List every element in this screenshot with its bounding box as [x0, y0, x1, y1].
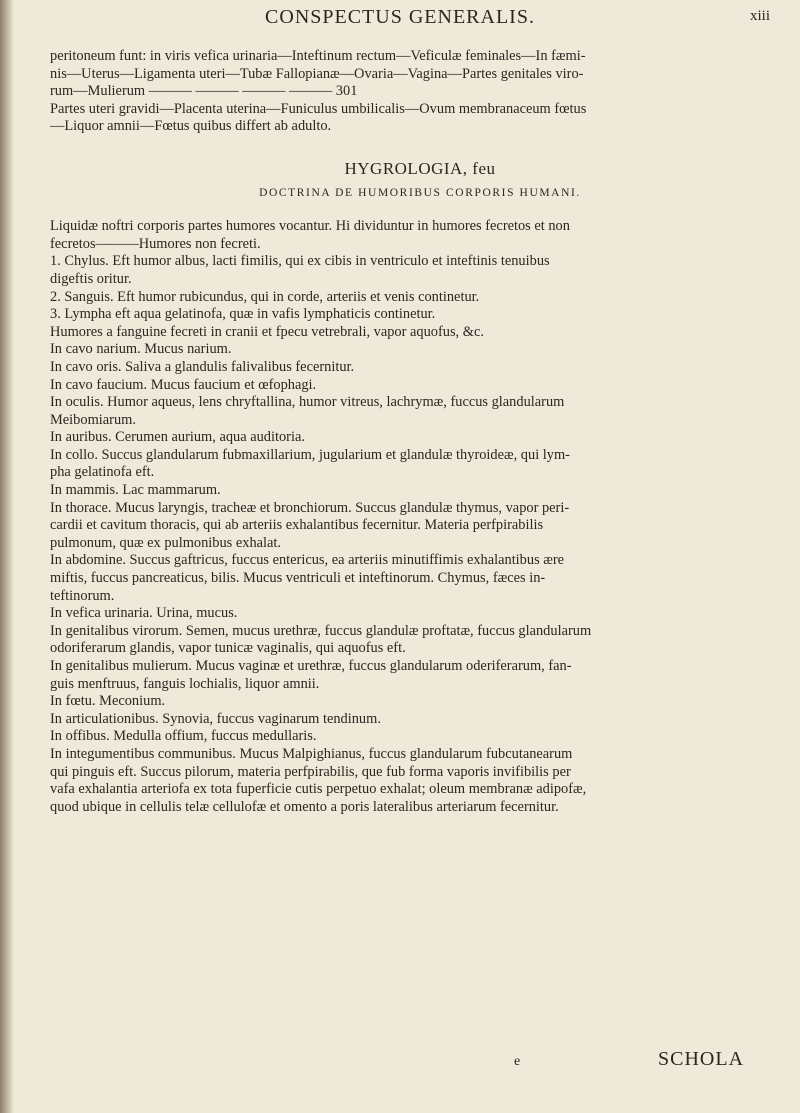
- body-line: In thorace. Mucus laryngis, tracheæ et bronchiorum. Succus glandulæ thymus, vapor peri-: [50, 499, 570, 516]
- page-content: [50, 48, 790, 816]
- body-line: quod ubique in cellulis telæ cellulofæ et omento a poris lateralibus arteriarum fecernitur.: [50, 798, 559, 815]
- body-line: In auribus. Cerumen aurium, aqua auditoria.: [50, 429, 305, 446]
- body-line: 2. Sanguis. Eft humor rubicundus, qui in corde, arteriis et venis continetur.: [50, 288, 480, 305]
- body-line: cardii et cavitum thoracis, qui ab arteriis exhalantibus fecernitur. Materia perfpirabilis: [50, 517, 544, 534]
- body-line: pulmonum, quæ ex pulmonibus exhalat.: [50, 534, 282, 551]
- body-line: In collo. Succus glandularum fubmaxillarium, jugularium et glandulæ thyroideæ, qui lym-: [50, 446, 570, 463]
- body-line: pha gelatinofa eft.: [50, 464, 155, 481]
- intro-line: Partes uteri gravidi—Placenta uterina—Funiculus umbilicalis—Ovum membranaceum fœtus: [50, 100, 587, 117]
- body-line: Liquidæ noftri corporis partes humores vocantur. Hi dividuntur in humores fecretos et non: [50, 218, 570, 235]
- body-line: miftis, fuccus pancreaticus, bilis. Mucus ventriculi et inteftinorum. Chymus, fæces in-: [50, 570, 546, 587]
- body-line: qui pinguis eft. Succus pilorum, materia perfpirabilis, que fub forma vaporis invifibilis per: [50, 763, 571, 780]
- body-line: In fœtu. Meconium.: [50, 693, 166, 710]
- body-line: In cavo oris. Saliva a glandulis falivalibus fecernitur.: [50, 358, 355, 375]
- body-line: In genitalibus virorum. Semen, mucus urethræ, fuccus glandulæ proftatæ, fuccus glandularum: [50, 622, 592, 639]
- body-line: In abdomine. Succus gaftricus, fuccus entericus, ea arteriis minutiffimis exhalantibus ære: [50, 552, 565, 569]
- intro-line: —Liquor amnii—Fœtus quibus differt ab adulto.: [50, 118, 332, 135]
- body-line: vafa exhalantia arteriofa ex tota fuperficie cutis perpetuo exhalat; oleum membranæ adipofæ,: [50, 781, 587, 798]
- body-line: teftinorum.: [50, 587, 115, 604]
- body-line: digeftis oritur.: [50, 270, 132, 287]
- body-line: In articulationibus. Synovia, fuccus vaginarum tendinum.: [50, 710, 381, 727]
- body-line: 1. Chylus. Eft humor albus, lacti fimilis, qui ex cibis in ventriculo et inteftinis tenuibus: [50, 253, 550, 270]
- body-line: In genitalibus mulierum. Mucus vaginæ et urethræ, fuccus glandularum oderiferarum, fan-: [50, 658, 572, 674]
- body-line: In cavo narium. Mucus narium.: [50, 341, 232, 358]
- catchword: SCHOLA: [658, 1048, 745, 1070]
- body-line: Humores a fanguine fecreti in cranii et fpecu vetrebrali, vapor aquofus, &c.: [50, 323, 484, 340]
- page-number: xiii: [749, 8, 770, 24]
- body-line: In vefica urinaria. Urina, mucus.: [50, 605, 238, 622]
- body-line: In mammis. Lac mammarum.: [50, 482, 221, 499]
- running-head: [0, 2, 800, 32]
- body-line: fecretos———Humores non fecreti.: [50, 235, 261, 252]
- section-subheading: DOCTRINA DE HUMORIBUS CORPORIS HUMANI.: [259, 186, 581, 199]
- body-line: In cavo faucium. Mucus faucium et œfophagi.: [50, 376, 317, 393]
- intro-line: rum—Mulierum ——— ——— ——— ——— 301: [50, 83, 358, 100]
- body-line: In offibus. Medulla offium, fuccus medullaris.: [50, 728, 317, 745]
- intro-line: peritoneum funt: in viris vefica urinaria—Inteftinum rectum—Veficulæ feminales—In fæmi-: [50, 48, 586, 64]
- running-title: CONSPECTUS GENERALIS.: [265, 6, 535, 28]
- body-line: Meibomiarum.: [50, 411, 136, 428]
- body-line: 3. Lympha eft aqua gelatinofa, quæ in vafis lymphaticis continetur.: [50, 306, 436, 323]
- page-spine-shadow: [0, 0, 14, 1113]
- body-line: In integumentibus communibus. Mucus Malpighianus, fuccus glandularum fubcutanearum: [50, 745, 573, 762]
- signature-mark: e: [514, 1054, 521, 1069]
- intro-line: nis—Uterus—Ligamenta uteri—Tubæ Fallopianæ—Ovaria—Vagina—Partes genitales viro-: [50, 65, 584, 82]
- body-line: In oculis. Humor aqueus, lens chryftallina, humor vitreus, lachrymæ, fuccus glandularum: [50, 394, 565, 411]
- body-line: guis menftruus, fanguis lochialis, liquor amnii.: [50, 675, 320, 692]
- section-heading: HYGROLOGIA, feu: [344, 158, 496, 178]
- body-line: odoriferarum glandis, vapor tunicæ vaginalis, qui aquofus eft.: [50, 640, 406, 657]
